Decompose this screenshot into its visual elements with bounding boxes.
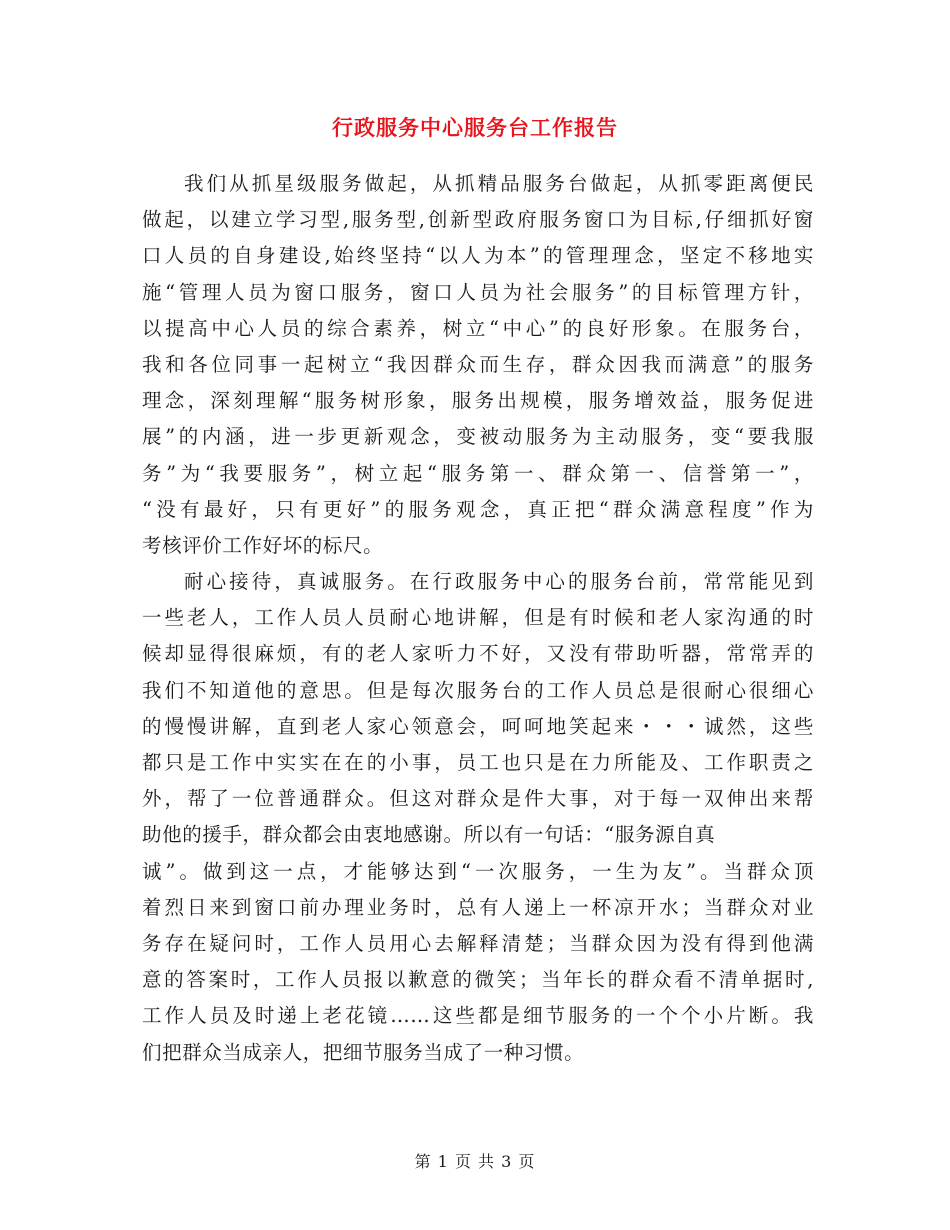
body-line: 以提高中心人员的综合素养，树立“中心”的良好形象。在服务台， xyxy=(142,316,814,340)
body-line: “没有最好，只有更好”的服务观念，真正把“群众满意程度”作为 xyxy=(142,497,814,521)
document-title: 行政服务中心服务台工作报告 xyxy=(332,116,618,140)
document-body xyxy=(142,166,814,1071)
body-line: 务”为“我要服务”，树立起“服务第一、群众第一、信誉第一”， xyxy=(142,461,814,485)
body-line: 理念，深刻理解“服务树形象，服务出规模，服务增效益，服务促进 xyxy=(142,389,814,413)
body-line: 务存在疑问时，工作人员用心去解释清楚；当群众因为没有得到他满 xyxy=(142,931,814,955)
body-line: 我和各位同事一起树立“我因群众而生存，群众因我而满意”的服务 xyxy=(142,352,814,376)
body-line: 候却显得很麻烦，有的老人家听力不好，又没有带助听器，常常弄的 xyxy=(142,642,814,666)
body-line: 外，帮了一位普通群众。但这对群众是件大事，对于每一双伸出来帮 xyxy=(142,787,814,811)
body-line: 们把群众当成亲人，把细节服务当成了一种习惯。 xyxy=(142,1040,585,1064)
body-line: 着烈日来到窗口前办理业务时，总有人递上一杯凉开水；当群众对业 xyxy=(142,895,814,919)
body-line: 工作人员及时递上老花镜……这些都是细节服务的一个个小片断。我 xyxy=(142,1004,814,1028)
body-line: 的慢慢讲解，直到老人家心领意会，呵呵地笑起来・・・诚然，这些 xyxy=(142,714,814,738)
body-line: 展”的内涵，进一步更新观念，变被动服务为主动服务，变“要我服 xyxy=(142,425,814,449)
body-line: 助他的援手，群众都会由衷地感谢。所以有一句话：“服务源自真 xyxy=(142,823,716,847)
body-line: 耐心接待，真诚服务。在行政服务中心的服务台前，常常能见到 xyxy=(184,570,814,594)
body-line: 诚”。做到这一点，才能够达到“一次服务，一生为友”。当群众顶 xyxy=(142,859,814,883)
body-line: 做起，以建立学习型,服务型,创新型政府服务窗口为目标,仔细抓好窗 xyxy=(142,208,814,232)
page-footer: 第 1 页 共 3 页 xyxy=(414,1152,536,1171)
body-line: 口人员的自身建设,始终坚持“以人为本”的管理理念，坚定不移地实 xyxy=(142,244,814,268)
body-line: 我们不知道他的意思。但是每次服务台的工作人员总是很耐心很细心 xyxy=(142,678,814,702)
body-line: 都只是工作中实实在在的小事，员工也只是在力所能及、工作职责之 xyxy=(142,751,814,774)
body-line: 施“管理人员为窗口服务，窗口人员为社会服务”的目标管理方针， xyxy=(142,280,814,304)
body-line: 我们从抓星级服务做起，从抓精品服务台做起，从抓零距离便民 xyxy=(184,172,814,195)
body-line: 一些老人，工作人员人员耐心地讲解，但是有时候和老人家沟通的时 xyxy=(142,606,814,630)
body-line: 考核评价工作好坏的标尺。 xyxy=(142,533,384,557)
body-line: 意的答案时，工作人员报以歉意的微笑；当年长的群众看不清单据时, xyxy=(142,968,814,992)
